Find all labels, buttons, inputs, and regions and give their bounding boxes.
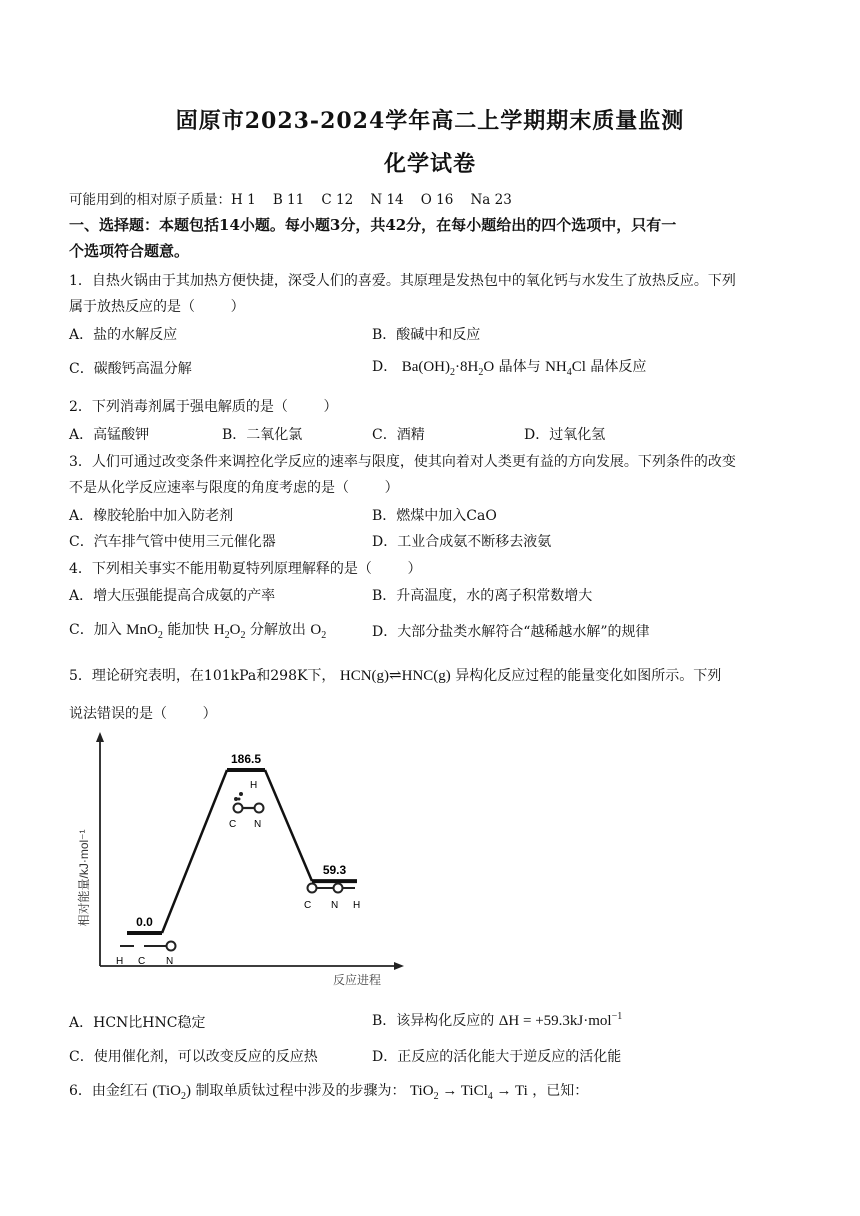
q1-stem-line1: 1．自热火锅由于其加热方便快捷，深受人们的喜爱。其原理是发热包中的氧化钙与水发生了放热反应。下列 [69,273,736,289]
q6-stem [69,1080,588,1102]
q1-option-d-suffix: 晶体反应 [590,359,647,375]
energy-diagram [72,728,412,998]
q3-option-d: D．工业合成氨不断移去液氨 [372,534,552,550]
titanium-process: TiO$_2$ → TiCl$_4$ → Ti [409,1083,528,1102]
q5-option-c: C．使用催化剂，可以改变反应的反应热 [69,1049,318,1065]
q4-stem: 4．下列相关事实不能用勒夏特列原理解释的是（ ） [69,561,422,577]
q3-option-c: C．汽车排气管中使用三元催化器 [69,534,276,550]
q4-option-c-mid2: 分解放出 [249,622,306,638]
q1-option-d-mid: 晶体与 [498,359,541,375]
ts-atom-c: C [229,819,237,830]
q5-option-a: A．HCN比HNC稳定 [69,1015,206,1031]
x-axis-label: 反应进程 [332,973,382,987]
q4-option-c [69,619,326,641]
q5-stem-line2: 说法错误的是（ ） [69,706,217,722]
h2o2-formula: $H_2O_2$ [213,622,246,641]
mno2-formula: MnO$_2$ [126,622,163,641]
energy-path-segment [162,770,227,933]
q1-stem-line2: 属于放热反应的是（ ） [69,299,245,315]
hcn-molecule [116,942,176,968]
q4-option-a: A．增大压强能提高合成氨的产率 [69,588,276,604]
q2-option-d: D．过氧化氢 [524,427,606,443]
ts-atom-h: H [250,780,258,791]
atomic-masses: 可能用到的相对原子质量：H 1 B 11 C 12 N 14 O 16 Na 23 [69,192,512,208]
q1-option-b: B．酸碱中和反应 [372,327,481,343]
tio2-formula: (TiO$_2$) [152,1083,192,1102]
section1-line2: 个选项符合题意。 [69,242,190,260]
hcn-atom-h: H [116,956,124,967]
hcn-atom-c: C [138,956,146,967]
transition-state-molecule [229,780,264,830]
o2-formula: $O_2$ [310,622,327,641]
q3-stem-line1: 3．人们可通过改变条件来调控化学反应的速率与限度，使其向着对人类更有益的方向发展。下列条件的改变 [69,454,736,470]
exam-title: 固原市2023-2024学年高二上学期期末质量监测 [175,108,685,134]
q4-option-c-prefix: C．加入 [69,622,122,638]
q3-option-b: B．燃煤中加入CaO [372,508,497,524]
label-hcn-energy: 0.0 [136,915,153,929]
q2-option-a: A．高锰酸钾 [69,427,150,443]
q5-stem-line1 [69,665,721,685]
q1-option-a: A．盐的水解反应 [69,327,178,343]
hcn-atom-n: N [166,956,174,967]
q2-option-c: C．酒精 [372,427,425,443]
q1-option-c: C．碳酸钙高温分解 [69,361,192,377]
baoh2-formula: $Ba(OH)_2\cdot 8H_2O$ [401,359,495,378]
q4-option-b: B．升高温度，水的离子积常数增大 [372,588,593,604]
q4-option-d: D．大部分盐类水解符合“越稀越水解”的规律 [372,624,650,640]
q5-option-b [372,1010,622,1030]
y-axis-label: 相对能量/kJ·mol⁻¹ [77,829,91,927]
exam-subtitle: 化学试卷 [383,151,476,177]
ts-atom-n: N [254,819,262,830]
hnc-atom-h: H [353,900,361,911]
q1-option-d-prefix: D． [372,359,398,375]
q3-stem-line2: 不是从化学反应速率与限度的角度考虑的是（ ） [69,480,399,496]
q3-option-a: A．橡胶轮胎中加入防老剂 [69,508,234,524]
q5-stem-suffix: 异构化反应过程的能量变化如图所示。下列 [455,668,722,684]
q2-stem: 2．下列消毒剂属于强电解质的是（ ） [69,399,338,415]
hnc-atom-n: N [331,900,339,911]
q1-option-d [372,356,646,378]
y-axis-arrow [96,732,104,742]
q5-stem-prefix: 5．理论研究表明，在101kPa和298K下， [69,668,336,684]
q6-stem-suffix: ，已知： [532,1083,589,1099]
q4-option-c-mid1: 能加快 [167,622,210,638]
x-axis-arrow [394,962,404,970]
q2-option-b: B．二氧化氯 [222,427,303,443]
q5-option-d: D．正反应的活化能大于逆反应的活化能 [372,1049,622,1065]
hnc-molecule [304,884,360,912]
section1-line1: 一、选择题：本题包括14小题。每小题3分，共42分，在每小题给出的四个选项中，只有一 [69,216,677,234]
q6-stem-mid: 制取单质钛过程中涉及的步骤为： [195,1083,406,1099]
isomerization-equation: HCN(g)⇌HNC(g) [339,668,451,684]
label-hnc-energy: 59.3 [322,863,347,878]
energy-path-segment [265,770,312,881]
label-transition-energy: 186.5 [230,752,262,766]
q5-option-b-prefix: B．该异构化反应的 [372,1013,495,1029]
nh4cl-formula: $NH_4Cl$ [545,359,586,378]
hnc-atom-c: C [304,900,312,911]
q6-stem-prefix: 6．由金红石 [69,1083,148,1099]
delta-h-value: ΔH = +59.3kJ·mol$^{-1}$ [498,1011,623,1029]
